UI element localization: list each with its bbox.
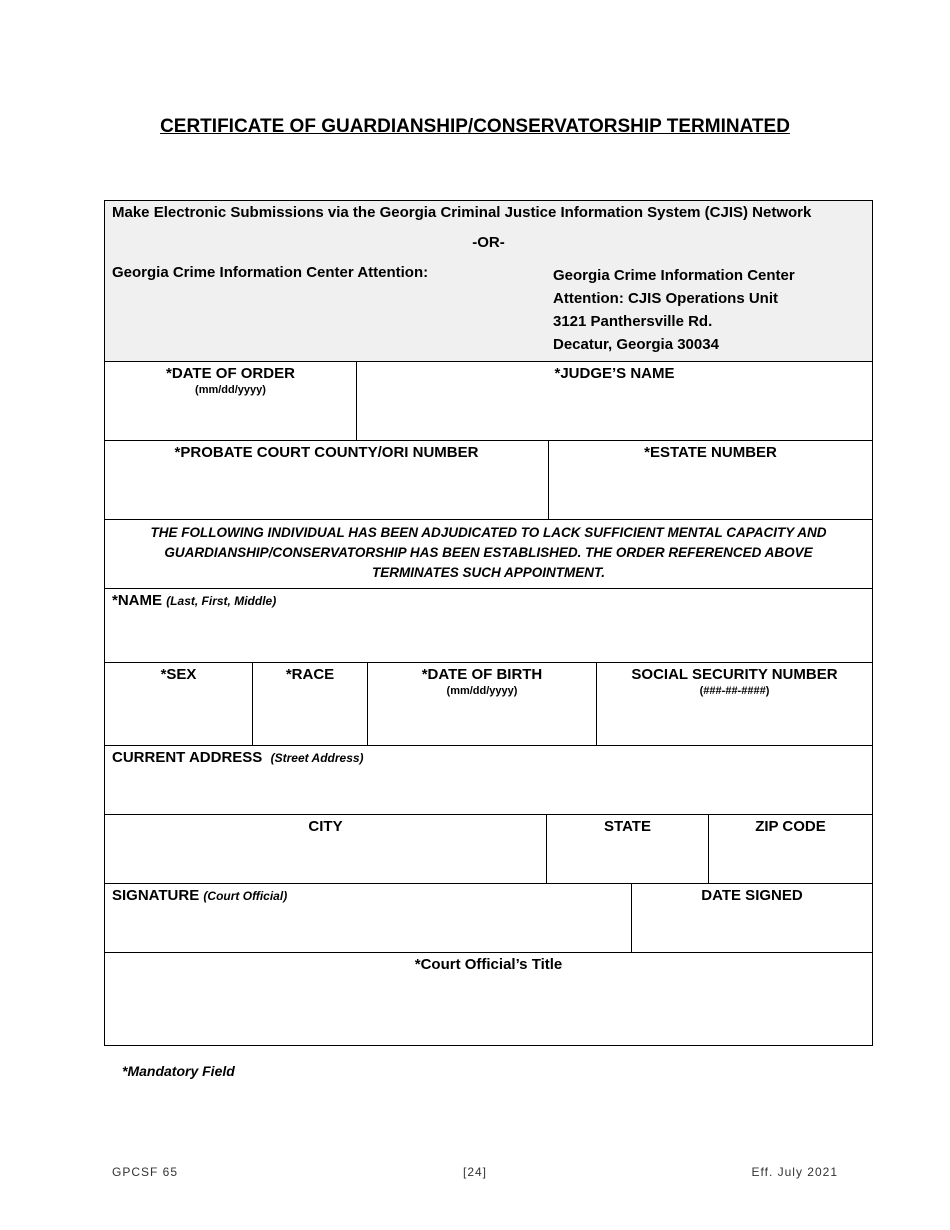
official-title-label: *Court Official’s Title — [414, 956, 563, 973]
date-signed-field[interactable] — [631, 884, 872, 952]
date-of-order-field[interactable] — [105, 362, 356, 440]
form-id: GPCSF 65 — [112, 1165, 179, 1179]
date-of-order-label: *DATE OF ORDER — [166, 365, 295, 382]
submission-info — [105, 201, 872, 362]
zip-field[interactable] — [708, 815, 872, 883]
adjudication-notice: THE FOLLOWING INDIVIDUAL HAS BEEN ADJUDICATED TO LACK SUFFICIENT MENTAL CAPACITY AND GUARDIANSHIP/CONSERVATORSHIP HAS BEEN ESTABLISHED. THE ORDER REFERENCED ABOVE TERMINATES SUCH APPOINTMENT. — [105, 520, 872, 589]
current-address-field[interactable] — [105, 746, 872, 815]
court-row — [105, 441, 872, 520]
address-label: CURRENT ADDRESS — [112, 749, 263, 766]
address-line: Attention: CJIS Operations Unit — [553, 290, 778, 307]
effective-date: Eff. July 2021 — [751, 1165, 838, 1179]
address-line: Decatur, Georgia 30034 — [553, 336, 719, 353]
certificate-form — [104, 200, 873, 1046]
signature-field[interactable] — [105, 884, 631, 952]
name-field[interactable] — [105, 589, 872, 663]
judge-name-label: *JUDGE’S NAME — [554, 365, 675, 382]
race-label: *RACE — [285, 666, 335, 683]
city-label: CITY — [308, 818, 343, 835]
probate-county-label: *PROBATE COURT COUNTY/ORI NUMBER — [174, 444, 479, 461]
address-line: 3121 Panthersville Rd. — [553, 313, 713, 330]
sex-field[interactable] — [105, 663, 252, 745]
signature-hint: (Court Official) — [203, 889, 288, 903]
name-hint: (Last, First, Middle) — [166, 594, 277, 608]
order-row — [105, 362, 872, 441]
state-field[interactable] — [546, 815, 708, 883]
or-separator: -OR- — [472, 234, 505, 251]
ssn-field[interactable] — [596, 663, 872, 745]
page-title: CERTIFICATE OF GUARDIANSHIP/CONSERVATORSHIP TERMINATED — [160, 116, 790, 137]
dob-field[interactable] — [367, 663, 596, 745]
gcic-address — [553, 264, 795, 356]
dob-format-hint: (mm/dd/yyyy) — [446, 685, 518, 697]
signature-row — [105, 884, 872, 953]
page-number: [24] — [462, 1165, 487, 1179]
official-title-field[interactable] — [105, 953, 872, 1045]
estate-number-label: *ESTATE NUMBER — [644, 444, 777, 461]
demographics-row — [105, 663, 872, 746]
city-field[interactable] — [105, 815, 546, 883]
probate-county-field[interactable] — [105, 441, 548, 519]
dob-label: *DATE OF BIRTH — [421, 666, 543, 683]
ssn-format-hint: (###-##-####) — [699, 685, 770, 697]
address-hint: (Street Address) — [270, 751, 364, 765]
estate-number-field[interactable] — [548, 441, 872, 519]
zip-label: ZIP CODE — [755, 818, 826, 835]
judge-name-field[interactable] — [356, 362, 872, 440]
gcic-attention-label: Georgia Crime Information Center Attention: — [112, 264, 429, 281]
date-signed-label: DATE SIGNED — [701, 887, 803, 904]
mandatory-field-note: *Mandatory Field — [122, 1063, 235, 1079]
date-format-hint: (mm/dd/yyyy) — [195, 384, 266, 396]
state-label: STATE — [604, 818, 651, 835]
race-field[interactable] — [252, 663, 367, 745]
city-row — [105, 815, 872, 884]
name-label: *NAME — [112, 592, 163, 609]
ssn-label: SOCIAL SECURITY NUMBER — [631, 666, 838, 683]
sex-label: *SEX — [160, 666, 197, 683]
signature-label: SIGNATURE — [112, 887, 200, 904]
address-line: Georgia Crime Information Center — [553, 267, 795, 284]
cjis-submission-text: Make Electronic Submissions via the Georgia Criminal Justice Information System (CJIS) Network — [112, 204, 812, 221]
